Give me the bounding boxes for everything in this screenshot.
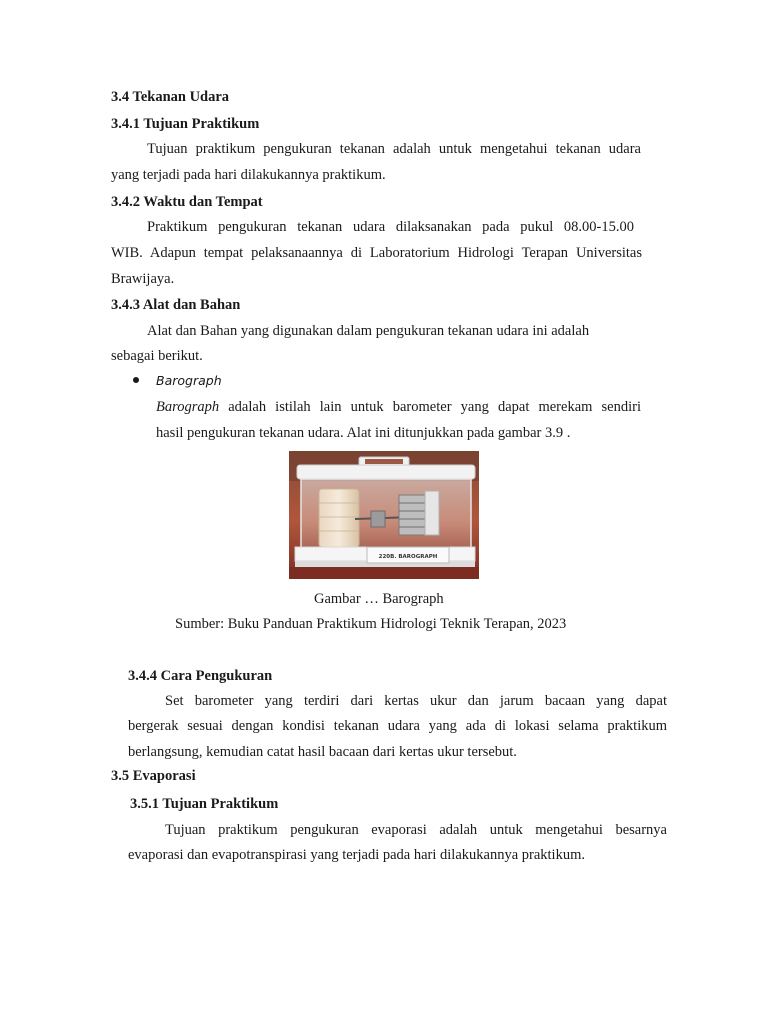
bullet-label-barograph: Barograph	[156, 373, 222, 388]
paragraph-3-4-3-line-1: Alat dan Bahan yang digunakan dalam pengukuran tekanan udara ini adalah	[147, 323, 590, 339]
barograph-figure	[289, 451, 479, 579]
paragraph-3-4-3-line-2: sebagai berikut.	[111, 348, 203, 364]
bullet-description-line-1	[156, 398, 641, 416]
figure-caption: Gambar … Barograph	[314, 591, 444, 607]
paragraph-3-5-1-line-2: evaporasi dan evapotranspirasi yang terjadi pada hari dilakukannya praktikum.	[128, 847, 585, 863]
section-heading-3-5: 3.5 Evaporasi	[111, 768, 196, 784]
paragraph-3-4-2-line-3: Brawijaya.	[111, 271, 175, 287]
paragraph-3-5-1-line-1: Tujuan praktikum pengukuran evaporasi adalah untuk mengetahui besarnya	[165, 822, 667, 838]
section-heading-3-4: 3.4 Tekanan Udara	[111, 89, 230, 105]
bullet-description-line-1-rest: adalah istilah lain untuk barometer yang dapat merekam sendiri	[219, 399, 641, 415]
subsection-heading-3-4-4: 3.4.4 Cara Pengukuran	[128, 668, 273, 684]
paragraph-3-4-1-line-2: yang terjadi pada hari dilakukannya praktikum.	[111, 167, 386, 183]
paragraph-3-4-2-line-2: WIB. Adapun tempat pelaksanaannya di Laboratorium Hidrologi Terapan Universitas	[111, 245, 642, 261]
bullet-description-line-2: hasil pengukuran tekanan udara. Alat ini ditunjukkan pada gambar 3.9 .	[156, 425, 571, 441]
paragraph-3-4-4-line-3: berlangsung, kemudian catat hasil bacaan dari kertas ukur tersebut.	[128, 744, 517, 760]
paragraph-3-4-4-line-2: bergerak sesuai dengan kondisi tekanan udara yang ada di lokasi selama praktikum	[128, 718, 667, 734]
paragraph-3-4-4-line-1: Set barometer yang terdiri dari kertas ukur dan jarum bacaan yang dapat	[165, 693, 667, 709]
barograph-illustration	[289, 451, 479, 579]
paragraph-3-4-1-line-1: Tujuan praktikum pengukuran tekanan adalah untuk mengetahui tekanan udara	[147, 141, 641, 157]
subsection-heading-3-4-2: 3.4.2 Waktu dan Tempat	[111, 194, 263, 210]
subsection-heading-3-4-3: 3.4.3 Alat dan Bahan	[111, 297, 241, 313]
subsection-heading-3-4-1: 3.4.1 Tujuan Praktikum	[111, 116, 260, 132]
subsection-heading-3-5-1: 3.5.1 Tujuan Praktikum	[130, 796, 279, 812]
paragraph-3-4-2-line-1: Praktikum pengukuran tekanan udara dilaksanakan pada pukul 08.00-15.00	[147, 219, 634, 235]
bullet-dot	[133, 377, 139, 383]
figure-label-plate: 220B. BAROGRAPH	[378, 554, 438, 560]
figure-source: Sumber: Buku Panduan Praktikum Hidrologi Teknik Terapan, 2023	[175, 616, 567, 632]
barograph-term: Barograph	[156, 399, 220, 415]
